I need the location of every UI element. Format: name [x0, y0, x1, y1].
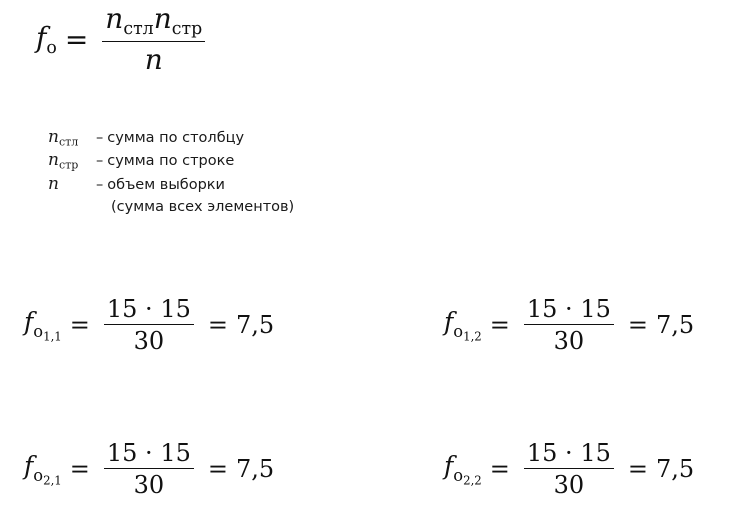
legend-continuation: (сумма всех элементов) [111, 198, 295, 215]
legend-dash: – [96, 176, 104, 193]
calc-equals: = [69, 311, 90, 340]
calc-fraction [524, 296, 614, 355]
calc-result: 7,5 [235, 455, 275, 484]
legend-symbol [48, 128, 96, 151]
calc-denominator: 30 [133, 471, 165, 500]
numerator-sub-2: стр [171, 19, 203, 40]
legend-text: сумма по строке [107, 153, 235, 170]
calc-sub-letter: o [33, 321, 44, 341]
calc-sub-index: 2,1 [43, 473, 62, 488]
legend-symbol-var: n [48, 150, 59, 171]
calculation-2-2 [444, 440, 694, 499]
legend-row-sample-size [48, 175, 294, 198]
legend-dash: – [96, 130, 104, 146]
calc-sub [33, 465, 62, 488]
calc-numerator: 15 · 15 [526, 295, 611, 323]
legend-symbol-sub: стл [58, 135, 79, 149]
calc-denominator: 30 [133, 327, 165, 356]
calc-var: f [24, 307, 34, 337]
calculation-2-1 [24, 440, 274, 499]
calc-equals: = [69, 455, 90, 484]
calc-sub-letter: o [453, 465, 464, 485]
calc-sub-index: 1,1 [43, 329, 62, 344]
calc-denominator: 30 [553, 471, 585, 500]
calc-lhs [24, 307, 62, 343]
main-formula-lhs-sub: o [46, 38, 57, 59]
legend-symbol-var: n [48, 173, 59, 194]
calculation-1-2 [444, 296, 694, 355]
calc-denominator: 30 [553, 327, 585, 356]
calc-result: 7,5 [655, 455, 695, 484]
numerator-var-1: n [105, 2, 124, 35]
calc-sub-letter: o [33, 465, 44, 485]
legend-text: сумма по столбцу [107, 130, 245, 146]
calc-fraction [524, 440, 614, 499]
calc-sub [453, 465, 482, 488]
legend [48, 128, 294, 217]
calc-numerator: 15 · 15 [106, 295, 191, 323]
calc-equals: = [489, 455, 510, 484]
calc-equals-result: = [627, 311, 648, 340]
main-formula-numerator [102, 4, 205, 41]
legend-text: объем выборки [107, 176, 225, 193]
numerator-var-2: n [153, 2, 172, 35]
calc-equals-result: = [207, 311, 228, 340]
main-formula [36, 4, 211, 76]
calc-equals-result: = [207, 455, 228, 484]
main-formula-lhs [36, 21, 57, 58]
calc-equals: = [489, 311, 510, 340]
calculation-1-1 [24, 296, 274, 355]
main-formula-equals: = [64, 23, 89, 57]
legend-symbol-sub: стр [58, 158, 79, 172]
main-formula-lhs-var: f [36, 21, 47, 55]
calc-lhs [24, 451, 62, 487]
calc-sub-index: 1,2 [463, 329, 482, 344]
calc-sub-index: 2,2 [463, 473, 482, 488]
legend-symbol-var: n [48, 127, 59, 147]
calc-var: f [444, 307, 454, 337]
calc-lhs [444, 307, 482, 343]
calc-sub [33, 321, 62, 344]
calc-result: 7,5 [235, 311, 275, 340]
calc-var: f [444, 451, 454, 481]
main-formula-fraction [102, 4, 205, 76]
legend-symbol [48, 175, 96, 198]
calc-result: 7,5 [655, 311, 695, 340]
numerator-sub-1: стл [123, 19, 154, 40]
legend-row-row-sum [48, 151, 294, 174]
calc-numerator: 15 · 15 [106, 439, 191, 467]
calc-lhs [444, 451, 482, 487]
calc-var: f [24, 451, 34, 481]
legend-symbol [48, 151, 96, 174]
calc-sub [453, 321, 482, 344]
main-formula-denominator [142, 42, 166, 76]
calc-sub-letter: o [453, 321, 464, 341]
denominator-var: n [144, 43, 163, 77]
legend-dash: – [96, 153, 104, 170]
calc-fraction [104, 440, 194, 499]
legend-row-column-sum [48, 128, 294, 151]
calc-equals-result: = [627, 455, 648, 484]
calc-numerator: 15 · 15 [526, 439, 611, 467]
calc-fraction [104, 296, 194, 355]
